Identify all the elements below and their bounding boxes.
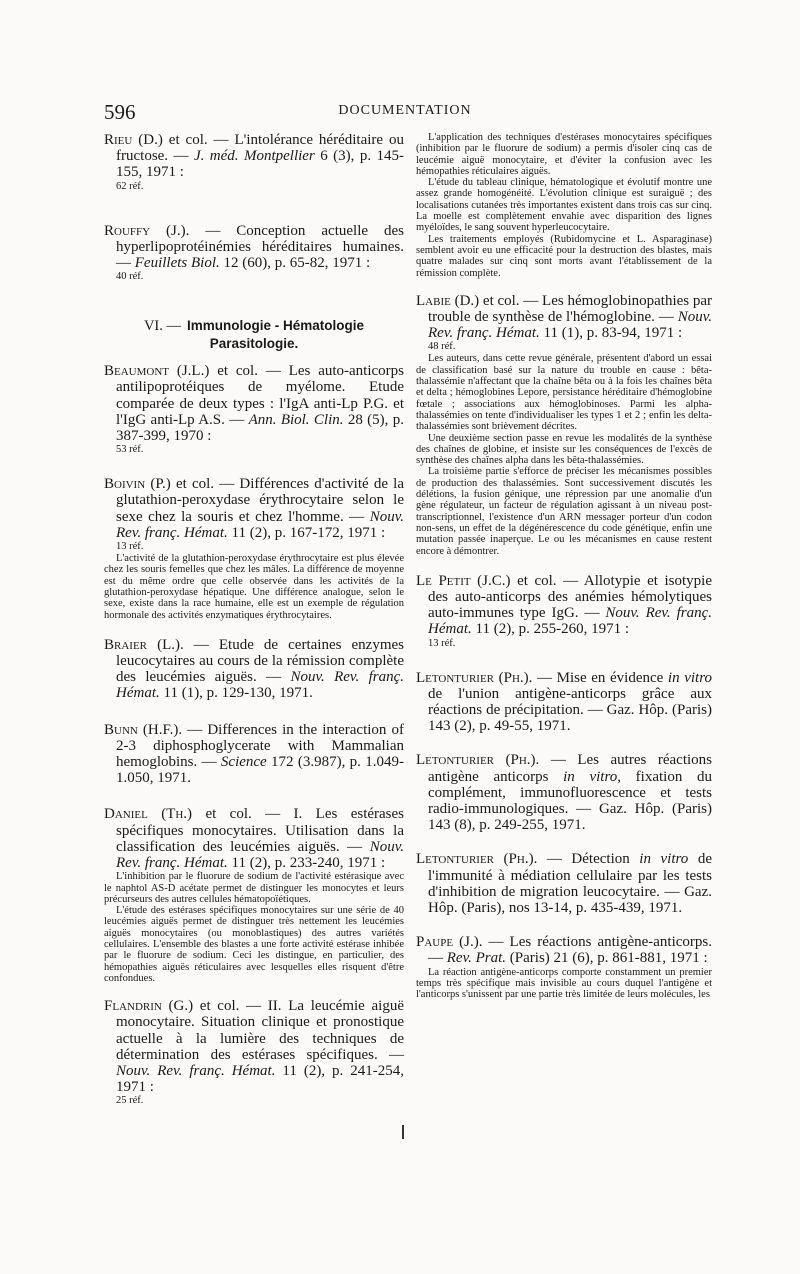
bibliography-entry <box>104 637 404 702</box>
abstract-paragraph: L'inhibition par le fluorure de sodium de l'activité estérasique avec le naphtol AS-D acétate permet de distinguer les monocytes et leurs précurseurs des autres cellules hématopoïétiques. <box>104 871 404 905</box>
citation-details: 12 (60), p. 65-82, 1971 : <box>219 255 371 272</box>
citation-title: — Conception actuelle des hyperlipoprotéinémies héréditaires humaines. — <box>116 222 404 272</box>
bibliography-entry <box>104 806 404 984</box>
author: Rieu (D.) <box>104 132 163 148</box>
citation-title: — Les réactions antigène-anticorps. — <box>428 934 712 967</box>
reference-count: 25 réf. <box>116 1095 144 1107</box>
bibliography-entry <box>104 476 404 621</box>
citation <box>416 670 712 735</box>
reference-count: 53 réf. <box>116 444 144 456</box>
author: Letonturier (Ph.). <box>416 752 540 769</box>
section-title <box>104 317 404 353</box>
citation-title: et col. — Les auto-anticorps antilipoprotéiques de myélome. Etude comparée de deux types : l'IgA anti-Lp P.G. et l'IgG anti-Lp A.S. — <box>116 363 404 428</box>
bibliography-entry <box>104 132 404 193</box>
section-number: VI. — <box>143 318 182 335</box>
journal: Nouv. Rev. franç. Hémat. <box>428 605 712 638</box>
citation-details: fixation du complément, immunofluorescence et tests radio-immunologiques. — Gaz. Hôp. (Paris) 143 (8), p. 249-255, 1971. <box>428 768 713 834</box>
abstract-paragraph: La troisième partie s'efforce de préciser les mécanismes possibles de production des thalassémies. Sont successivement discutés les délétions, la fusion génique, une répression par une anomalie d'un gène régulateur, un facteur de régulation agissant à un niveau post-transcriptionnel, l'existence d'un ARN messager porteur d'un codon non-sens, un effet de la dégénérescence du code génétique, enfin une mutation passée inaperçue. Le ou les mécanismes en cause restent encore à démontrer. <box>416 466 712 557</box>
bibliography-entry <box>416 851 712 916</box>
citation <box>104 806 404 871</box>
reference-count: 62 réf. <box>116 180 144 192</box>
page-header <box>104 100 706 124</box>
author: Flandrin (G.) <box>104 998 194 1015</box>
journal: Nouv. Rev. franç. Hémat. <box>116 838 404 872</box>
citation <box>104 363 404 444</box>
journal: Nouv. Rev. franç. Hémat. <box>116 1063 276 1080</box>
journal: in vitro <box>639 851 689 868</box>
running-title: DOCUMENTATION <box>338 103 472 118</box>
bibliography-entry <box>416 670 712 735</box>
bibliography-entry <box>104 223 404 284</box>
author: Labie (D.) <box>416 292 480 309</box>
citation-details: 11 (2), p. 167-172, 1971 : <box>227 524 386 541</box>
citation-title: et col. — I. Les estérases spécifiques monocytaires. Utilisation dans la classification des leucémies aiguës. — <box>116 806 405 855</box>
reference-count: 48 réf. <box>428 341 456 353</box>
citation-title: — Etude de certaines enzymes leucocytaires au cours de la rémission complète des leucémies aiguës. — <box>116 636 404 686</box>
journal: Ann. Biol. Clin. <box>248 411 344 428</box>
citation-title: et col. — Les hémoglobinopathies par trouble de synthèse de l'hémoglobine. — <box>428 292 713 326</box>
citation-title: et col. — Allotypie et isotypie des auto-anticorps des anémies hémolytiques auto-immunes type IgG. — <box>428 572 712 622</box>
author: Letonturier (Ph.). <box>416 669 533 686</box>
citation-details: 11 (2), p. 233-240, 1971 : <box>227 855 386 872</box>
left-column <box>104 132 404 1107</box>
citation-details: 11 (2), p. 241-254, 1971 : <box>116 1063 404 1096</box>
citation-title: et col. — II. La leucémie aiguë monocytaire. Situation clinique et pronostique actuelle à la lumière des techniques de détermination des estérases spécifiques. — <box>116 998 404 1063</box>
bibliography-entry <box>104 998 404 1107</box>
citation <box>416 934 712 966</box>
journal: in vitro, <box>563 768 622 785</box>
section-heading <box>104 317 404 353</box>
citation-title: — Les autres réactions antigène anticorps <box>428 752 712 785</box>
citation <box>104 637 404 702</box>
citation-title: — Détection <box>537 851 640 868</box>
author: Bunn (H.F.). <box>104 721 183 738</box>
journal: Rev. Prat. <box>446 950 507 967</box>
citation <box>416 293 712 342</box>
author: Beaumont (J.L.) <box>104 363 210 380</box>
bibliography-entry <box>416 934 712 1000</box>
journal: Feuillets Biol. <box>134 255 220 272</box>
citation-title: — Differences in the interaction of 2-3 diphosphoglycerate with Mammalian hemoglobins. — <box>116 721 404 771</box>
citation-title: et col. — Différences d'activité de la glutathion-peroxydase érythrocytaire selon le sexe chez la souris et chez l'homme. — <box>116 476 404 525</box>
bibliography-entry <box>416 573 712 650</box>
citation-details: 11 (1), p. 83-94, 1971 : <box>539 325 683 342</box>
journal: Nouv. Rev. franç. Hémat. <box>428 309 712 342</box>
citation <box>104 223 404 272</box>
section-title-line2: Parasitologie. <box>209 336 299 352</box>
citation-details: 28 (5), p. 387-399, 1970 : <box>116 411 405 445</box>
abstract-paragraph: Une deuxième section passe en revue les modalités de la synthèse des chaînes de globine, et insiste sur les conséquences de l'excès de synthèse des chaînes alpha dans les bêta-thalassémies. <box>416 432 712 467</box>
citation-details: de l'union antigène-anticorps grâce aux réactions de précipitation. — Gaz. Hôp. (Paris) 143 (2), p. 49-55, 1971. <box>428 685 712 735</box>
citation-title: et col. — L'intolérance héréditaire ou fructose. — <box>116 132 404 165</box>
abstract-paragraph: L'étude du tableau clinique, hématologique et évolutif montre une assez grande homogénéité. L'évolution clinique est suraiguë ; des localisations cutanées très importantes existent dans trois cas sur cinq. La moelle est complètement envahie avec disparition des lignes myéloïdes, le sang souvent hyperleucocytaire. <box>416 177 712 234</box>
abstract-paragraph: L'application des techniques d'estérases monocytaires spécifiques (inhibition par le fluorure de sodium) a permis d'isoler cinq cas de leucémie aiguë monocytaire, et d'éviter la confusion avec les hémopathies réticulaires aiguës. <box>416 132 712 177</box>
abstract-paragraph: L'activité de la glutathion-peroxydase érythrocytaire est plus élevée chez les souris femelles que chez les mâles. La différence de moyenne est du même ordre que celle observée dans les activités de la glutathion-peroxydase hépatique. Une différence analogue, selon le sexe, existe dans la race humaine, elle est un exemple de régulation hormonale des activités enzymatiques érythrocytaires. <box>104 553 404 621</box>
abstract-paragraph: Les traitements employés (Rubidomycine et L. Asparaginase) semblent avoir eu une efficacité pour la destruction des blastes, mais quatre malades sur cinq sont morts avant l'établissement de la rémission complète. <box>416 233 712 279</box>
citation <box>416 573 712 638</box>
abstract-continuation <box>416 132 712 279</box>
journal: Nouv. Rev. franç. Hémat. <box>116 508 404 541</box>
citation-details: 6 (3), p. 145-155, 1971 : <box>116 148 405 181</box>
reference-count: 40 réf. <box>116 271 144 283</box>
citation <box>416 851 712 916</box>
journal: in vitro <box>667 669 712 686</box>
author: Braier (L.). <box>104 636 184 653</box>
citation-details: de l'immunité à médiation cellulaire par les tests d'inhibition de migration leucocytaire. — Gaz. Hôp. (Paris), nos 13-14, p. 435-439, 1971. <box>428 851 712 917</box>
journal: J. méd. Montpellier <box>193 148 315 165</box>
reference-count: 13 réf. <box>116 541 144 553</box>
section-title-line1: Immunologie - Hématologie <box>187 318 365 334</box>
journal: Nouv. Rev. franç. Hémat. <box>116 669 404 702</box>
author: Boivin (P.) <box>104 476 171 493</box>
citation <box>416 752 712 833</box>
citation-details: 11 (2), p. 255-260, 1971 : <box>471 621 630 638</box>
abstract-paragraph: Les auteurs, dans cette revue générale, présentent d'abord un essai de classification basé sur la nature du trouble en cause : bêta-thalassémie n'affectant que la chaîne bêta ou à la fois les chaînes bêta et delta ; hémoglobines Lepore, persistance héréditaire d'hémoglobine fœtale ; associations aux hémoglobinoses. Parmi les alpha-thalassémies on tente d'individualiser les types 1 et 2 ; enfin les delta-thalassémies sont brièvement décrites. <box>416 353 712 433</box>
reference-count: 13 réf. <box>428 637 456 649</box>
author: Rouffy (J.). <box>104 222 190 239</box>
citation <box>104 722 404 787</box>
abstract-paragraph: L'étude des estérases spécifiques monocytaires sur une série de 40 leucémies aiguës permet de distinguer très nettement les leucémies aiguës monocytaires (ou monoblastiques) des autres variétés cellulaires. L'ensemble des blastes a une forte activité estérase inhibée par le fluorure de sodium. Ceci les distingue, en particulier, des hémopathies aiguës réticulaires avec lesquelles elles risquent d'être confondues. <box>104 905 404 984</box>
citation <box>104 998 404 1095</box>
margin-mark <box>402 1125 404 1139</box>
citation-title: — Mise en évidence <box>532 669 668 686</box>
bibliography-entry <box>104 363 404 456</box>
right-column <box>416 132 712 1001</box>
citation <box>104 132 404 181</box>
author: Letonturier (Ph.). <box>416 851 538 868</box>
citation-details: 172 (3.987), p. 1.049-1.050, 1971. <box>116 754 404 787</box>
citation-details: 11 (1), p. 129-130, 1971. <box>159 685 313 702</box>
citation <box>104 476 404 541</box>
author: Daniel (Th.) <box>104 806 193 823</box>
page-number: 596 <box>104 100 136 124</box>
bibliography-entry <box>416 293 712 557</box>
journal: Science <box>220 754 267 771</box>
abstract-paragraph: La réaction antigène-anticorps comporte constamment un premier temps très spécifique mais invisible au cours duquel l'antigène et l'anticorps s'unissent par une partie très limitée de leurs molécules, les <box>416 966 712 1001</box>
author: Le Petit (J.C.) <box>416 572 511 589</box>
bibliography-entry <box>104 722 404 787</box>
bibliography-entry <box>416 752 712 833</box>
citation-details: (Paris) 21 (6), p. 861-881, 1971 : <box>506 950 708 967</box>
author: Paupe (J.). <box>416 934 483 951</box>
